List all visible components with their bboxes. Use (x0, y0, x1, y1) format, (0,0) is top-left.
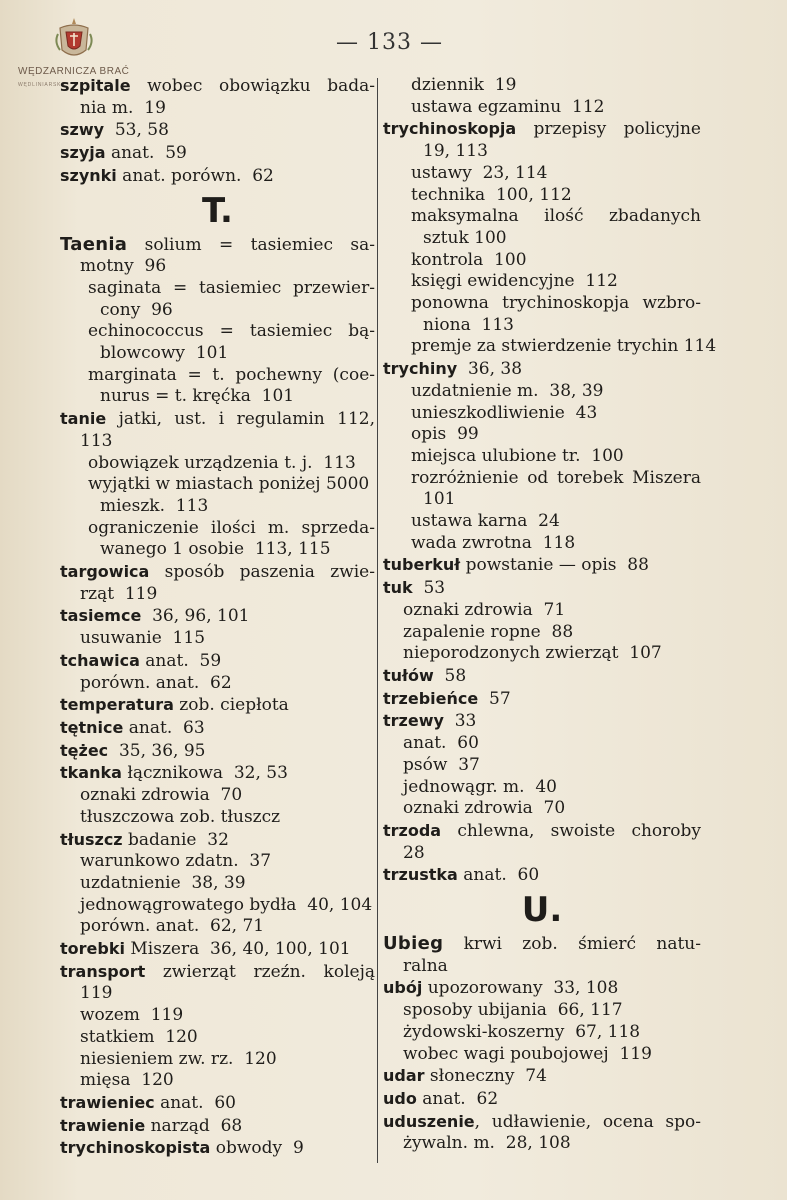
index-entry-text: ustawa egzaminu 112 (411, 96, 605, 117)
index-entry (60, 453, 375, 475)
crest-logo-icon (50, 14, 98, 62)
index-headword: trzewy (383, 711, 444, 731)
index-entry (60, 851, 375, 873)
index-entry-text: chlewna, swoiste choroby (441, 820, 701, 841)
index-headword: szwy (60, 120, 105, 140)
index-entry (383, 733, 701, 755)
index-entry (60, 234, 375, 257)
index-entry (383, 97, 701, 119)
index-entry (60, 673, 375, 695)
index-entry-text: unieszkodliwienie 43 (411, 402, 598, 423)
index-entry (383, 533, 701, 555)
index-entry (383, 777, 701, 799)
index-headword: tchawica (60, 650, 140, 670)
index-entry (60, 300, 375, 322)
index-entry-text: jatki, ust. i regulamin 112, (106, 409, 375, 430)
index-entry (60, 321, 375, 343)
column-divider (377, 78, 378, 1163)
index-entry-text: porówn. anat. 62, 71 (80, 916, 265, 937)
index-entry-text: ralna (403, 955, 448, 976)
index-entry-text: Miszera 36, 40, 100, 101 (124, 939, 351, 960)
index-entry-text: ustawy 23, 114 (411, 162, 548, 183)
index-entry-text: usuwanie 115 (80, 628, 206, 649)
index-entry-text: 113 (80, 430, 113, 451)
index-entry (60, 165, 375, 188)
index-entry (60, 605, 375, 628)
index-entry (383, 468, 701, 490)
index-headword: transport (60, 961, 146, 981)
index-entry (60, 829, 375, 852)
index-headword: tanie (60, 409, 107, 429)
index-entry (60, 1070, 375, 1092)
index-entry (60, 1027, 375, 1049)
index-entry-text: obowiązek urządzenia t. j. 113 (88, 452, 356, 473)
index-entry-text: nieporodzonych zwierząt 107 (403, 643, 662, 664)
index-entry-text: ponowna trychinoskopja wzbro- (411, 293, 701, 314)
index-entry-text: ograniczenie ilości m. sprzeda- (88, 517, 375, 538)
index-entry (383, 1133, 701, 1155)
index-entry-text: blowcowy 101 (100, 343, 229, 364)
index-entry-text: 33 (443, 711, 477, 732)
index-entry (383, 315, 701, 337)
index-entry (383, 250, 701, 272)
index-entry (60, 650, 375, 673)
index-entry-text: powstanie — opis 88 (460, 555, 649, 576)
index-entry-text: wobec obowiązku bada- (130, 76, 375, 96)
index-entry-text: łącznikowa 32, 53 (121, 763, 288, 784)
index-entry-text: nia m. 19 (80, 97, 166, 118)
index-entry (383, 688, 701, 711)
index-entry (383, 622, 701, 644)
index-entry (383, 118, 701, 141)
index-headword: uduszenie (383, 1111, 475, 1131)
index-entry-text: ustawa karna 24 (411, 511, 560, 532)
index-entry-text: sposób paszenia zwie- (149, 562, 375, 583)
index-entry (383, 511, 701, 533)
index-entry-text: anat. 60 (403, 733, 479, 754)
index-entry-text: zapalenie ropne 88 (403, 621, 574, 642)
index-entry-text: 57 (478, 688, 511, 709)
index-entry-text: premje za stwierdzenie trychin 114 (411, 336, 717, 357)
index-entry-text: anat. 62 (416, 1088, 499, 1109)
index-entry (383, 1111, 701, 1134)
index-entry-text: wyjątki w miastach poniżej 5000 (88, 474, 370, 495)
index-headword: trychinoskopista (60, 1138, 211, 1158)
index-headword: tasiemce (60, 606, 142, 626)
index-entry (60, 807, 375, 829)
index-entry-text: 53 (412, 578, 446, 599)
index-entry-text: dziennik 19 (411, 75, 517, 95)
index-entry-text: jednowągrowatego bydła 40, 104 (80, 894, 373, 915)
index-entry-text: słoneczny 74 (424, 1066, 547, 1087)
index-entry-text: saginata = tasiemiec przewier- (88, 277, 375, 298)
index-headword: targowica (60, 562, 150, 582)
index-entry (383, 75, 701, 97)
index-entry (383, 336, 717, 358)
index-entry (383, 403, 701, 425)
index-entry (383, 710, 701, 733)
index-entry-text: technika 100, 112 (411, 184, 572, 205)
index-entry-text: badanie 32 (122, 829, 229, 850)
index-entry (60, 740, 375, 763)
index-entry (383, 755, 701, 777)
index-entry (60, 119, 375, 142)
index-entry (60, 584, 375, 606)
index-entry (383, 977, 701, 1000)
index-entry (383, 956, 701, 978)
index-entry (383, 1065, 701, 1088)
index-entry-text: anat. 59 (105, 143, 187, 164)
index-entry (60, 895, 375, 917)
index-entry-text: tłuszczowa zob. tłuszcz (80, 806, 281, 827)
index-headword: ubój (383, 978, 423, 998)
index-entry (60, 1137, 375, 1160)
index-headword: szyja (60, 143, 106, 163)
index-headword: szpitale (60, 76, 131, 95)
index-entry (60, 142, 375, 165)
index-entry-text: marginata = t. pochewny (coe- (88, 364, 375, 385)
index-entry-text: 53, 58 (104, 120, 169, 141)
index-headword: Ubieg (383, 933, 444, 955)
section-letter: U. (521, 890, 563, 931)
index-entry (383, 489, 701, 511)
index-headword: tłuszcz (60, 829, 123, 849)
index-entry-text: sztuk 100 (423, 227, 507, 248)
index-entry-text: wanego 1 osobie 113, 115 (100, 539, 331, 560)
index-entry (60, 694, 375, 717)
index-entry-text: księgi ewidencyjne 112 (411, 271, 618, 292)
index-entry (60, 916, 375, 938)
index-entry-text: uzdatnienie m. 38, 39 (411, 380, 604, 401)
index-entry (60, 561, 375, 584)
index-entry (383, 665, 701, 688)
index-headword: udar (383, 1066, 425, 1086)
index-headword: tuk (383, 578, 413, 598)
index-entry-text: anat. porówn. 62 (116, 165, 274, 186)
index-entry (383, 424, 701, 446)
index-entry (60, 474, 375, 496)
index-entry-text: zwierząt rzeźn. koleją (145, 961, 375, 982)
section-letter: T. (202, 190, 233, 231)
index-entry (60, 256, 375, 278)
index-entry (383, 798, 701, 820)
index-entry-text: psów 37 (403, 754, 480, 775)
index-headword: tułów (383, 665, 434, 685)
index-entry (383, 228, 701, 250)
index-entry (60, 518, 375, 540)
index-entry (60, 431, 375, 453)
index-entry (60, 98, 375, 120)
index-entry-text: anat. 59 (139, 650, 222, 671)
index-entry (60, 1049, 375, 1071)
index-entry (60, 628, 375, 650)
index-entry (60, 762, 375, 785)
index-entry (60, 938, 375, 961)
index-entry-text: maksymalna ilość zbadanych (411, 206, 701, 227)
index-entry (383, 1088, 701, 1111)
index-entry (383, 820, 701, 843)
index-entry (60, 1005, 375, 1027)
brand-name: WĘDZARNICZA BRAĆ (18, 66, 130, 77)
index-headword: udo (383, 1088, 417, 1108)
index-headword: torebki (60, 939, 125, 959)
index-headword: trychiny (383, 359, 458, 379)
index-entry (60, 278, 375, 300)
index-entry-text: anat. 60 (154, 1092, 236, 1113)
index-column-left (60, 75, 375, 1160)
index-entry-text: upozorowany 33, 108 (422, 978, 619, 999)
index-entry (383, 293, 701, 315)
index-entry (60, 496, 375, 518)
index-entry-text: narząd 68 (145, 1115, 243, 1136)
index-entry-text: rząt 119 (80, 583, 158, 604)
index-headword: tuberkuł (383, 555, 461, 575)
index-entry-text: warunkowo zdatn. 37 (80, 851, 272, 872)
index-entry-text: żydowski-koszerny 67, 118 (403, 1021, 641, 1042)
index-entry-text: uzdatnienie 38, 39 (80, 872, 246, 893)
index-entry-text: 119 (80, 983, 113, 1004)
index-entry-text: 36, 96, 101 (141, 606, 250, 627)
index-headword: trawienie (60, 1115, 146, 1135)
brand-subtitle: WĘDLINIARSKA (18, 82, 66, 88)
index-entry (60, 785, 375, 807)
index-entry (383, 141, 701, 163)
index-entry (383, 643, 701, 665)
index-entry (60, 873, 375, 895)
index-entry (60, 539, 375, 561)
index-entry-text: echinococcus = tasiemiec bą- (88, 321, 375, 342)
index-entry-text: motny 96 (80, 256, 167, 277)
index-entry-text: obwody 9 (210, 1138, 304, 1159)
index-entry (383, 1022, 701, 1044)
index-headword: szynki (60, 165, 117, 185)
index-entry-text: niona 113 (423, 314, 514, 335)
index-entry-text: opis 99 (411, 424, 479, 445)
index-entry-text: wozem 119 (80, 1005, 184, 1026)
index-entry-text: cony 96 (100, 299, 173, 320)
index-entry (383, 271, 701, 293)
index-entry (60, 365, 375, 387)
index-entry (383, 446, 701, 468)
index-entry (60, 983, 375, 1005)
index-headword: tętnice (60, 717, 124, 737)
index-entry (383, 554, 701, 577)
index-entry (60, 75, 375, 98)
index-entry-text: porówn. anat. 62 (80, 672, 232, 693)
index-entry-text: wobec wagi poubojowej 119 (403, 1043, 652, 1064)
index-entry (383, 381, 701, 403)
index-entry-text: solium = tasiemiec sa- (127, 234, 375, 255)
index-headword: Taenia (60, 233, 128, 255)
index-entry-text: anat. 60 (457, 865, 540, 886)
index-entry-text: oznaki zdrowia 71 (403, 599, 566, 620)
index-entry (60, 343, 375, 365)
index-entry (383, 358, 701, 381)
index-entry (383, 185, 701, 207)
index-entry-text: mięsa 120 (80, 1070, 174, 1091)
index-entry-text: statkiem 120 (80, 1026, 198, 1047)
index-entry (383, 1044, 701, 1066)
index-entry-text: 35, 36, 95 (108, 740, 206, 761)
index-headword: trzoda (383, 820, 442, 840)
index-entry-text: oznaki zdrowia 70 (80, 785, 243, 806)
index-entry (383, 163, 701, 185)
index-entry-text: zob. ciepłota (173, 695, 289, 716)
index-entry-text: wada zwrotna 118 (411, 532, 576, 553)
index-entry (60, 717, 375, 740)
index-entry (383, 600, 701, 622)
index-entry-text: jednowągr. m. 40 (403, 776, 557, 797)
index-entry-text: nurus = t. kręćka 101 (100, 386, 295, 407)
index-entry-text: żywaln. m. 28, 108 (403, 1133, 571, 1154)
index-entry-text: 58 (433, 665, 467, 686)
index-headword: trychinoskopja (383, 119, 517, 139)
index-entry-text: 28 (403, 842, 425, 863)
index-entry-text: oznaki zdrowia 70 (403, 798, 566, 819)
index-entry (383, 206, 701, 228)
index-entry (60, 408, 375, 431)
index-entry-text: kontrola 100 (411, 249, 527, 270)
index-entry (60, 1092, 375, 1115)
index-entry (60, 961, 375, 984)
index-entry (60, 386, 375, 408)
index-headword: tężec (60, 740, 109, 760)
index-entry-text: niesieniem zw. rz. 120 (80, 1048, 277, 1069)
index-entry (383, 864, 701, 887)
index-entry (383, 1000, 701, 1022)
index-entry-text: 101 (423, 489, 456, 510)
index-entry-text: sposoby ubijania 66, 117 (403, 1000, 623, 1021)
index-entry-text: miejsca ulubione tr. 100 (411, 445, 624, 466)
index-entry-text: rozróżnienie od torebek Miszera (411, 467, 701, 488)
index-entry-text: przepisy policyjne (516, 119, 701, 140)
index-entry-text: 36, 38 (457, 359, 523, 380)
index-headword: temperatura (60, 695, 174, 715)
index-headword: trzustka (383, 865, 458, 885)
index-entry-text: krwi zob. śmierć natu- (443, 934, 701, 955)
index-headword: trawieniec (60, 1092, 155, 1112)
index-entry-text: 19, 113 (423, 141, 488, 162)
index-entry (383, 577, 701, 600)
index-entry-text: mieszk. 113 (100, 495, 209, 516)
index-entry (383, 933, 701, 956)
index-headword: trzebieńce (383, 688, 479, 708)
index-entry-text: anat. 63 (123, 717, 205, 738)
index-headword: tkanka (60, 763, 122, 783)
index-entry (60, 1115, 375, 1138)
page-number: — 133 — (336, 30, 443, 55)
index-entry (383, 843, 701, 865)
index-column-right (383, 75, 717, 1155)
index-entry-text: , udławienie, ocena spo- (474, 1111, 701, 1132)
